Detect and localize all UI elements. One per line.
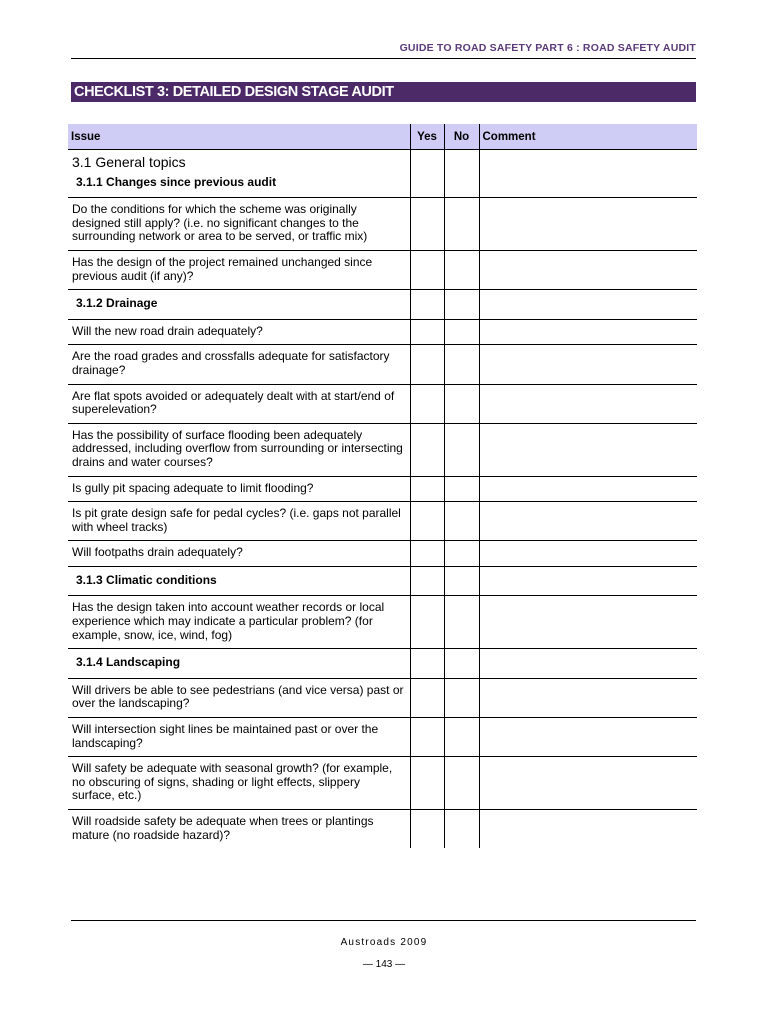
no-cell[interactable] <box>444 678 479 717</box>
no-cell[interactable] <box>444 541 479 567</box>
no-cell[interactable] <box>444 423 479 476</box>
comment-cell[interactable] <box>479 502 697 541</box>
checklist-item-row <box>68 198 697 251</box>
no-cell[interactable] <box>444 596 479 649</box>
yes-cell[interactable] <box>410 345 444 384</box>
no-cell[interactable] <box>444 757 479 810</box>
yes-cell[interactable] <box>410 566 444 596</box>
comment-cell[interactable] <box>479 566 697 596</box>
page-number: — 143 — <box>362 959 406 970</box>
comment-cell[interactable] <box>479 718 697 757</box>
checklist-question: Are the road grades and crossfalls adequate for satisfactory drainage? <box>68 345 410 384</box>
no-cell[interactable] <box>444 198 479 251</box>
comment-cell[interactable] <box>479 678 697 717</box>
no-cell[interactable] <box>444 718 479 757</box>
footer-rule <box>71 920 696 921</box>
no-cell[interactable] <box>444 476 479 502</box>
footer-organisation: Austroads 2009 <box>340 937 428 948</box>
comment-cell[interactable] <box>479 423 697 476</box>
topic-row <box>68 150 697 173</box>
checklist-item-row <box>68 345 697 384</box>
comment-cell[interactable] <box>479 810 697 849</box>
yes-cell[interactable] <box>410 198 444 251</box>
checklist-question: Do the conditions for which the scheme was originally designed still apply? (i.e. no significant changes to the surrounding network or area to be served, or traffic mix) <box>68 198 410 251</box>
yes-cell[interactable] <box>410 718 444 757</box>
checklist-question: Is pit grate design safe for pedal cycles? (i.e. gaps not parallel with wheel tracks) <box>68 502 410 541</box>
no-cell[interactable] <box>444 649 479 679</box>
running-header: GUIDE TO ROAD SAFETY PART 6 : ROAD SAFETY AUDIT <box>399 42 696 54</box>
yes-cell[interactable] <box>410 502 444 541</box>
checklist-item-row <box>68 250 697 289</box>
checklist-body <box>68 150 697 849</box>
checklist-item-row <box>68 718 697 757</box>
checklist-question: Will drivers be able to see pedestrians (and vice versa) past or over the landscaping? <box>68 678 410 717</box>
yes-cell[interactable] <box>410 596 444 649</box>
comment-cell[interactable] <box>479 250 697 289</box>
comment-cell[interactable] <box>479 345 697 384</box>
no-cell[interactable] <box>444 290 479 320</box>
checklist-item-row <box>68 678 697 717</box>
topic-heading <box>68 150 410 173</box>
checklist-question: Has the design taken into account weather records or local experience which may indicate a particular problem? (for example, snow, ice, wind, fog) <box>68 596 410 649</box>
column-header-issue: Issue <box>68 124 410 150</box>
checklist-question: Are flat spots avoided or adequately dealt with at start/end of superelevation? <box>68 384 410 423</box>
yes-cell[interactable] <box>410 678 444 717</box>
checklist-item-row <box>68 502 697 541</box>
comment-cell[interactable] <box>479 150 697 198</box>
checklist-question: Will roadside safety be adequate when trees or plantings mature (no roadside hazard)? <box>72 814 374 842</box>
column-header-no: No <box>444 124 479 150</box>
no-cell[interactable] <box>444 150 479 198</box>
comment-cell[interactable] <box>479 757 697 810</box>
table-header-row <box>68 124 697 150</box>
comment-cell[interactable] <box>479 596 697 649</box>
checklist-question: Will the new road drain adequately? <box>68 319 410 345</box>
yes-cell[interactable] <box>410 476 444 502</box>
checklist-item-row <box>68 476 697 502</box>
checklist-item-row <box>68 384 697 423</box>
yes-cell[interactable] <box>410 250 444 289</box>
checklist-item-row <box>68 596 697 649</box>
checklist-title: CHECKLIST 3: DETAILED DESIGN STAGE AUDIT <box>71 82 696 102</box>
checklist-item-row <box>68 541 697 567</box>
no-cell[interactable] <box>444 502 479 541</box>
section-heading: 3.1.1 Changes since previous audit <box>68 173 410 198</box>
checklist-item-row <box>68 423 697 476</box>
checklist-question: Is gully pit spacing adequate to limit flooding? <box>68 476 410 502</box>
checklist-item-row <box>68 757 697 810</box>
checklist-item-row <box>68 810 697 849</box>
no-cell[interactable] <box>444 810 479 849</box>
header-rule <box>71 58 696 59</box>
yes-cell[interactable] <box>410 810 444 849</box>
checklist-question: Will intersection sight lines be maintained past or over the landscaping? <box>68 718 410 757</box>
section-heading: 3.1.4 Landscaping <box>68 649 410 679</box>
checklist-question: Will footpaths drain adequately? <box>68 541 410 567</box>
comment-cell[interactable] <box>479 541 697 567</box>
checklist-question: Will safety be adequate with seasonal growth? (for example, no obscuring of signs, shading or light effects, slippery surface, etc.) <box>68 757 410 810</box>
no-cell[interactable] <box>444 319 479 345</box>
no-cell[interactable] <box>444 250 479 289</box>
comment-cell[interactable] <box>479 319 697 345</box>
checklist-item-row <box>68 319 697 345</box>
yes-cell[interactable] <box>410 757 444 810</box>
section-row <box>68 566 697 596</box>
yes-cell[interactable] <box>410 423 444 476</box>
no-cell[interactable] <box>444 384 479 423</box>
yes-cell[interactable] <box>410 384 444 423</box>
no-cell[interactable] <box>444 345 479 384</box>
checklist-question: Has the possibility of surface flooding been adequately addressed, including overflow from surrounding or intersecting drains and water courses? <box>68 423 410 476</box>
checklist-table <box>68 124 697 848</box>
yes-cell[interactable] <box>410 150 444 198</box>
comment-cell[interactable] <box>479 476 697 502</box>
comment-cell[interactable] <box>479 198 697 251</box>
yes-cell[interactable] <box>410 649 444 679</box>
topic-label: 3.1 General topics <box>72 154 186 170</box>
section-row <box>68 649 697 679</box>
no-cell[interactable] <box>444 566 479 596</box>
column-header-yes: Yes <box>410 124 444 150</box>
section-heading: 3.1.2 Drainage <box>68 290 410 320</box>
comment-cell[interactable] <box>479 649 697 679</box>
section-heading: 3.1.3 Climatic conditions <box>68 566 410 596</box>
column-header-comment: Comment <box>479 124 697 150</box>
comment-cell[interactable] <box>479 384 697 423</box>
yes-cell[interactable] <box>410 319 444 345</box>
yes-cell[interactable] <box>410 541 444 567</box>
yes-cell[interactable] <box>410 290 444 320</box>
comment-cell[interactable] <box>479 290 697 320</box>
checklist-question: Has the design of the project remained unchanged since previous audit (if any)? <box>68 250 410 289</box>
section-row <box>68 290 697 320</box>
